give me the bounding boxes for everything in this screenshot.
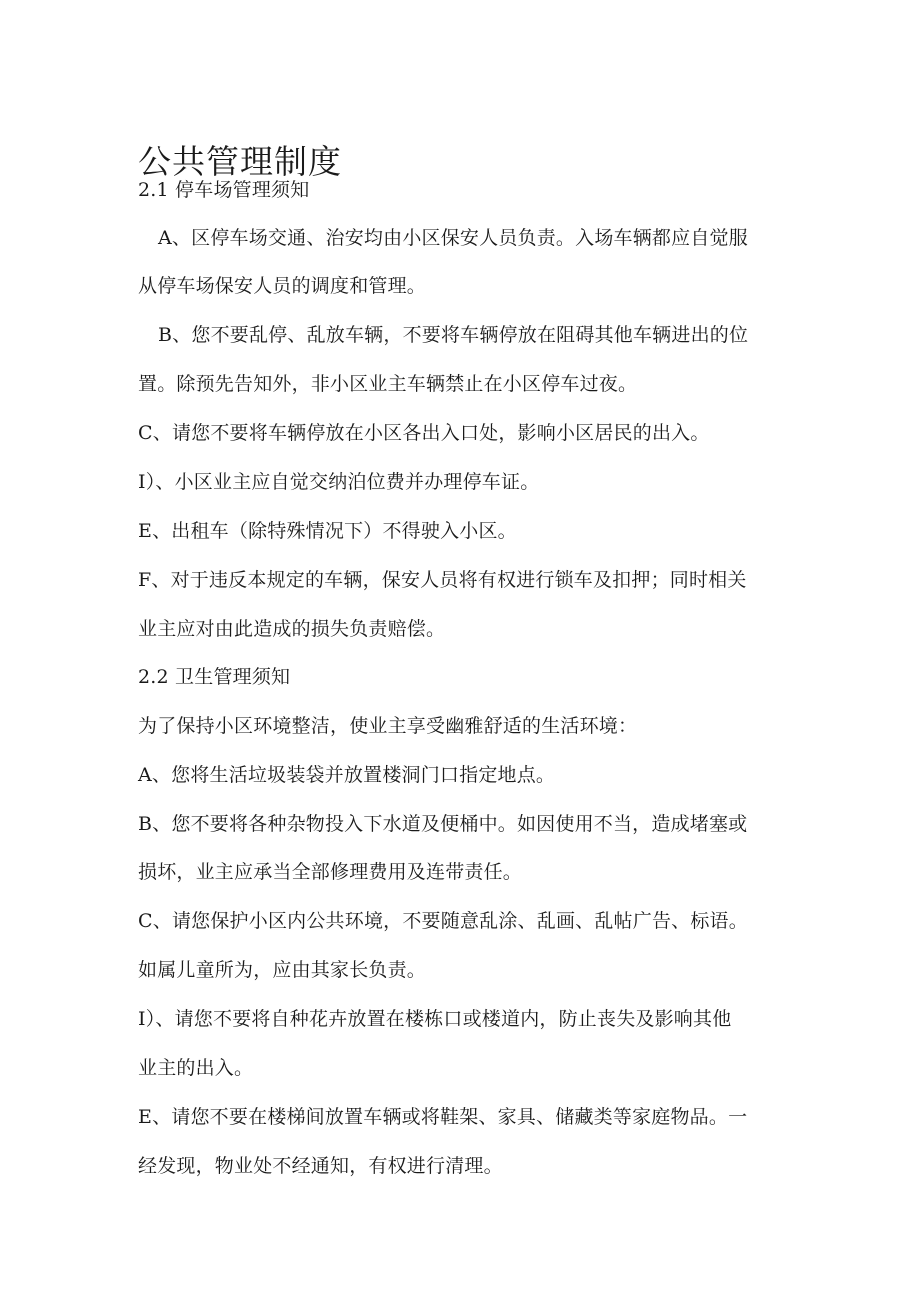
paragraph-line: 从停车场保安人员的调度和管理。 xyxy=(138,275,427,297)
section-heading-hygiene: 2.2 卫生管理须知 xyxy=(138,666,291,688)
page-title: 公共管理制度 xyxy=(138,142,342,182)
paragraph-line: I）、小区业主应自觉交纳泊位费并办理停车证。 xyxy=(138,471,540,493)
paragraph-line: E、出租车（除特殊情况下）不得驶入小区。 xyxy=(138,520,517,542)
paragraph-line: I）、请您不要将自种花卉放置在楼栋口或楼道内，防止丧失及影响其他 xyxy=(138,1008,732,1030)
paragraph-line: E、请您不要在楼梯间放置车辆或将鞋架、家具、储藏类等家庭物品。一 xyxy=(138,1106,748,1128)
paragraph-line: C、请您不要将车辆停放在小区各出入口处，影响小区居民的出入。 xyxy=(138,422,710,444)
paragraph-line: 经发现，物业处不经通知，有权进行清理。 xyxy=(138,1155,503,1177)
paragraph-line: F、对于违反本规定的车辆，保安人员将有权进行锁车及扣押；同时相关 xyxy=(138,569,747,591)
paragraph-line: A、区停车场交通、治安均由小区保安人员负责。入场车辆都应自觉服 xyxy=(158,227,748,249)
paragraph-line: B、您不要将各种杂物投入下水道及便桶中。如因使用不当，造成堵塞或 xyxy=(138,813,748,835)
paragraph-line: C、请您保护小区内公共环境，不要随意乱涂、乱画、乱帖广告、标语。 xyxy=(138,910,748,932)
paragraph-line: 损坏，业主应承当全部修理费用及连带责任。 xyxy=(138,861,523,883)
paragraph-line: 如属儿童所为，应由其家长负责。 xyxy=(138,959,427,981)
paragraph-line: 为了保持小区环境整洁，使业主享受幽雅舒适的生活环境： xyxy=(138,715,638,737)
paragraph-line: 业主的出入。 xyxy=(138,1057,254,1079)
paragraph-line: A、您将生活垃圾装袋并放置楼洞门口指定地点。 xyxy=(138,764,556,786)
section-heading-parking: 2.1 停车场管理须知 xyxy=(138,179,310,201)
paragraph-line: 业主应对由此造成的损失负责赔偿。 xyxy=(138,618,446,640)
paragraph-line: 置。除预先告知外，非小区业主车辆禁止在小区停车过夜。 xyxy=(138,373,638,395)
paragraph-line: B、您不要乱停、乱放车辆，不要将车辆停放在阻碍其他车辆进出的位 xyxy=(158,324,749,346)
